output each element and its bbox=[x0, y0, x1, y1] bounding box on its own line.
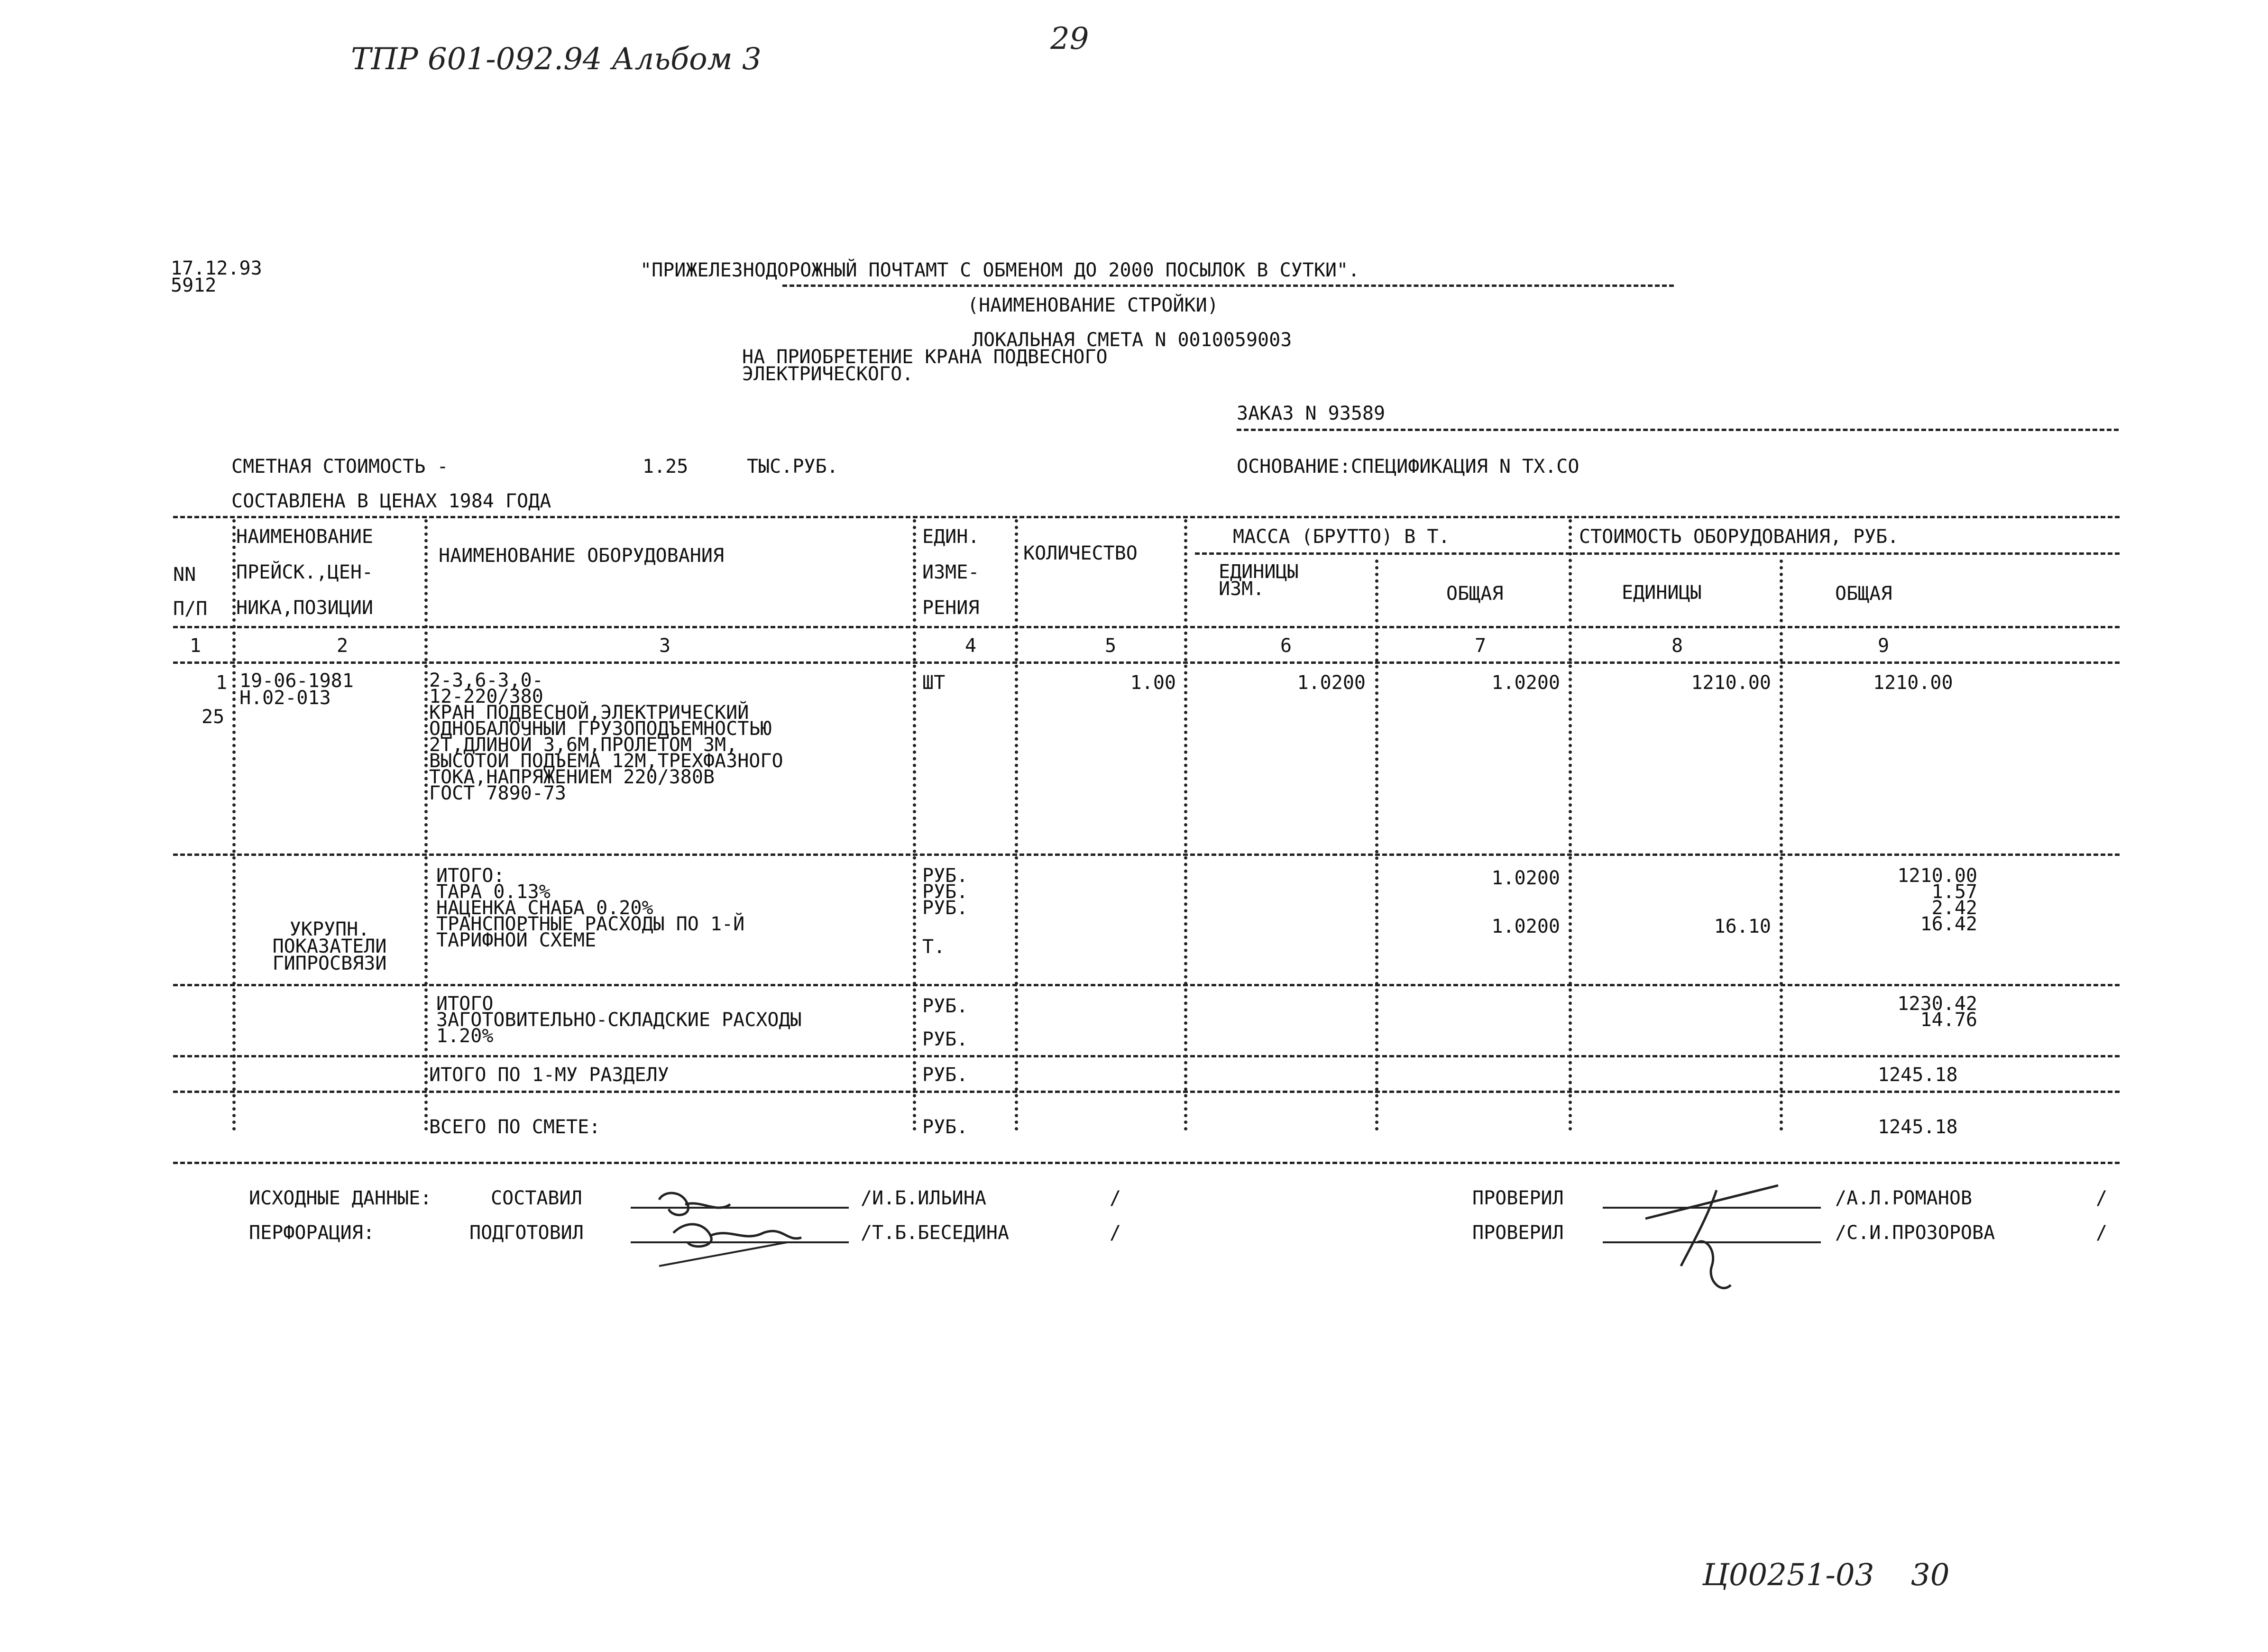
block2-line: НАЦЕНКА СНАБА 0.20% bbox=[436, 897, 653, 919]
table-rule-bottom bbox=[173, 1162, 2120, 1164]
checked-label-1: ПРОВЕРИЛ bbox=[1472, 1187, 1564, 1209]
table-rule-top bbox=[173, 516, 2120, 518]
title-underline bbox=[782, 285, 1674, 287]
perforation-label: ПЕРФОРАЦИЯ: bbox=[249, 1222, 375, 1244]
row1-desc-line: КРАН ПОДВЕСНОЙ,ЭЛЕКТРИЧЕСКИЙ bbox=[429, 702, 749, 724]
cost-label: СМЕТНАЯ СТОИМОСТЬ - bbox=[231, 456, 449, 477]
header-cost: СТОИМОСТЬ ОБОРУДОВАНИЯ, РУБ. bbox=[1579, 526, 1899, 548]
footer-page: 30 bbox=[1911, 1558, 1950, 1593]
col-sep-2 bbox=[424, 519, 428, 1131]
row1-desc-line: ТОКА,НАПРЯЖЕНИЕМ 220/380В bbox=[429, 766, 715, 788]
table-rule-mass-header bbox=[1195, 552, 2120, 555]
colnum-8: 8 bbox=[1671, 635, 1683, 657]
block2-total: 16.42 bbox=[1920, 913, 1977, 935]
colnum-7: 7 bbox=[1475, 635, 1487, 657]
row1-desc-line: ГОСТ 7890-73 bbox=[429, 782, 566, 804]
col-sep-6 bbox=[1375, 560, 1378, 1131]
table-rule-colnum-bottom bbox=[173, 661, 2120, 664]
order-underline bbox=[1237, 429, 2119, 431]
block2-total: 1.57 bbox=[1931, 881, 1977, 903]
block2-unit: РУБ. bbox=[922, 897, 968, 919]
colnum-9: 9 bbox=[1878, 635, 1890, 657]
section-total-unit: РУБ. bbox=[922, 1064, 968, 1086]
cost-value: 1.25 bbox=[643, 456, 689, 477]
col-sep-5 bbox=[1184, 519, 1187, 1131]
header-quantity: КОЛИЧЕСТВО bbox=[1023, 542, 1138, 564]
block3-total: 1230.42 bbox=[1897, 993, 1977, 1015]
block3-unit: РУБ. bbox=[922, 995, 968, 1017]
header-price-name-1: НАИМЕНОВАНИЕ bbox=[236, 526, 373, 548]
estimate-number: ЛОКАЛЬНАЯ СМЕТА N 0010059003 bbox=[972, 329, 1292, 351]
checked-end-slash-2: / bbox=[2096, 1222, 2108, 1244]
row1-desc-line: ВЫСОТОЙ ПОДЪЕМА 12М,ТРЕХФАЗНОГО bbox=[429, 750, 783, 772]
block2-left-2: ПОКАЗАТЕЛИ bbox=[272, 936, 387, 957]
block2-cost-unit: 16.10 bbox=[1714, 916, 1771, 937]
signature-romanov bbox=[1636, 1171, 1792, 1299]
print-date: 17.12.93 bbox=[171, 257, 262, 279]
block3-line: ИТОГО bbox=[436, 993, 494, 1015]
grand-total-value: 1245.18 bbox=[1878, 1116, 1958, 1138]
block2-total: 2.42 bbox=[1931, 897, 1977, 919]
row1-quantity: 1.00 bbox=[1130, 672, 1176, 694]
block2-unit: РУБ. bbox=[922, 881, 968, 903]
project-caption: (НАИМЕНОВАНИЕ СТРОЙКИ) bbox=[967, 294, 1219, 316]
col-sep-3 bbox=[913, 519, 916, 1131]
estimate-subject-2: ЭЛЕКТРИЧЕСКОГО. bbox=[742, 363, 914, 385]
header-mass-total: ОБЩАЯ bbox=[1446, 583, 1504, 605]
block2-line: ТРАНСПОРТНЫЕ РАСХОДЫ ПО 1-Й bbox=[436, 913, 745, 935]
grand-total-unit: РУБ. bbox=[922, 1116, 968, 1138]
header-cost-unit: ЕДИНИЦЫ bbox=[1622, 582, 1702, 604]
colnum-3: 3 bbox=[659, 635, 671, 657]
colnum-6: 6 bbox=[1280, 635, 1292, 657]
signature-ilina bbox=[631, 1171, 854, 1280]
estimate-subject-1: НА ПРИОБРЕТЕНИЕ КРАНА ПОДВЕСНОГО bbox=[742, 346, 1108, 368]
table-rule-header-bottom bbox=[173, 626, 2120, 628]
col-sep-7 bbox=[1569, 519, 1572, 1131]
grand-total-label: ВСЕГО ПО СМЕТЕ: bbox=[429, 1116, 601, 1138]
header-cost-total: ОБЩАЯ bbox=[1835, 583, 1892, 605]
col-sep-1 bbox=[232, 519, 236, 1131]
colnum-4: 4 bbox=[965, 635, 977, 657]
colnum-5: 5 bbox=[1105, 635, 1117, 657]
row1-mass-total: 1.0200 bbox=[1491, 672, 1560, 694]
block2-line: ТАРА 0.13% bbox=[436, 881, 551, 903]
row1-num2: 25 bbox=[202, 706, 225, 728]
block3-total: 14.76 bbox=[1920, 1009, 1977, 1031]
prepared-label: ПОДГОТОВИЛ bbox=[469, 1222, 584, 1244]
header-unit-1: ЕДИН. bbox=[922, 526, 980, 548]
section-total-label: ИТОГО ПО 1-МУ РАЗДЕЛУ bbox=[429, 1064, 669, 1086]
block2-unit: Т. bbox=[922, 936, 946, 958]
row1-desc-line: ОДНОБАЛОЧНЫЙ ГРУЗОПОДЪЕМНОСТЬЮ bbox=[429, 718, 772, 740]
header-price-name-3: НИКА,ПОЗИЦИИ bbox=[236, 597, 373, 619]
page-number: 29 bbox=[1050, 21, 1089, 56]
header-pp: П/П bbox=[173, 598, 208, 620]
block3-line: 1.20% bbox=[436, 1025, 494, 1047]
section-total-value: 1245.18 bbox=[1878, 1064, 1958, 1086]
block2-unit: РУБ. bbox=[922, 865, 968, 887]
row1-price-ref-1: 19-06-1981 bbox=[239, 670, 354, 692]
row1-desc-line: 12-220/380 bbox=[429, 686, 543, 707]
block2-left-1: УКРУПН. bbox=[289, 918, 370, 940]
made-name: /И.Б.ИЛЬИНА bbox=[861, 1187, 986, 1209]
header-price-name-2: ПРЕЙСК.,ЦЕН- bbox=[236, 561, 373, 583]
header-mass-unit-1: ЕДИНИЦЫ bbox=[1219, 561, 1299, 583]
header-unit-2: ИЗМЕ- bbox=[922, 561, 980, 583]
header-nn: NN bbox=[173, 564, 196, 586]
checked-name-2: /С.И.ПРОЗОРОВА bbox=[1835, 1222, 1995, 1244]
cost-unit: ТЫС.РУБ. bbox=[747, 456, 838, 477]
basis: ОСНОВАНИЕ:СПЕЦИФИКАЦИЯ N ТХ.СО bbox=[1237, 456, 1579, 477]
prepared-name: /Т.Б.БЕСЕДИНА bbox=[861, 1222, 1010, 1244]
table-rule-row1-bottom bbox=[173, 854, 2120, 856]
header-equipment: НАИМЕНОВАНИЕ ОБОРУДОВАНИЯ bbox=[439, 545, 725, 567]
block2-total: 1210.00 bbox=[1897, 865, 1977, 887]
table-rule-block2-bottom bbox=[173, 984, 2120, 986]
header-mass: МАССА (БРУТТО) В Т. bbox=[1233, 526, 1450, 548]
row1-unit: ШТ bbox=[922, 672, 946, 694]
block3-line: ЗАГОТОВИТЕЛЬНО-СКЛАДСКИЕ РАСХОДЫ bbox=[436, 1009, 802, 1031]
block2-mass-b: 1.0200 bbox=[1491, 916, 1560, 937]
block3-unit: РУБ. bbox=[922, 1028, 968, 1050]
table-rule-block4-bottom bbox=[173, 1091, 2120, 1093]
col-sep-8 bbox=[1780, 560, 1783, 1131]
row1-mass-unit: 1.0200 bbox=[1297, 672, 1366, 694]
header-mass-unit-2: ИЗМ. bbox=[1219, 578, 1265, 600]
archive-stamp: Ц00251-03 bbox=[1702, 1558, 1874, 1593]
block2-line: ТАРИФНОЙ СХЕМЕ bbox=[436, 929, 597, 951]
block2-left-3: ГИПРОСВЯЗИ bbox=[272, 953, 387, 974]
row1-cost-total: 1210.00 bbox=[1873, 672, 1953, 694]
row1-cost-unit: 1210.00 bbox=[1691, 672, 1771, 694]
print-code: 5912 bbox=[171, 275, 217, 296]
row1-num: 1 bbox=[216, 672, 228, 694]
order-number: ЗАКАЗ N 93589 bbox=[1237, 403, 1386, 424]
album-reference: ТПР 601-092.94 Альбом 3 bbox=[351, 42, 762, 77]
project-title: "ПРИЖЕЛЕЗНОДОРОЖНЫЙ ПОЧТАМТ С ОБМЕНОМ ДО 2000 ПОСЫЛОК В СУТКИ". bbox=[640, 259, 1360, 281]
checked-label-2: ПРОВЕРИЛ bbox=[1472, 1222, 1564, 1244]
block2-line: ИТОГО: bbox=[436, 865, 505, 887]
source-data-label: ИСХОДНЫЕ ДАННЫЕ: bbox=[249, 1187, 432, 1209]
row1-price-ref-2: Н.02-013 bbox=[239, 687, 331, 709]
made-end-slash: / bbox=[1110, 1187, 1121, 1209]
colnum-1: 1 bbox=[190, 635, 202, 657]
price-year: СОСТАВЛЕНА В ЦЕНАХ 1984 ГОДА bbox=[231, 490, 551, 512]
colnum-2: 2 bbox=[337, 635, 349, 657]
block2-mass-a: 1.0200 bbox=[1491, 867, 1560, 889]
col-sep-4 bbox=[1015, 519, 1018, 1131]
checked-name-1: /А.Л.РОМАНОВ bbox=[1835, 1187, 1972, 1209]
checked-end-slash-1: / bbox=[2096, 1187, 2108, 1209]
row1-desc-line: 2-3,6-3,0- bbox=[429, 670, 543, 691]
header-unit-3: РЕНИЯ bbox=[922, 597, 980, 619]
made-label: СОСТАВИЛ bbox=[491, 1187, 582, 1209]
prepared-end-slash: / bbox=[1110, 1222, 1121, 1244]
table-rule-block3-bottom bbox=[173, 1055, 2120, 1057]
row1-desc-line: 2Т,ДЛИНОЙ 3,6М,ПРОЛЕТОМ 3М, bbox=[429, 734, 738, 756]
